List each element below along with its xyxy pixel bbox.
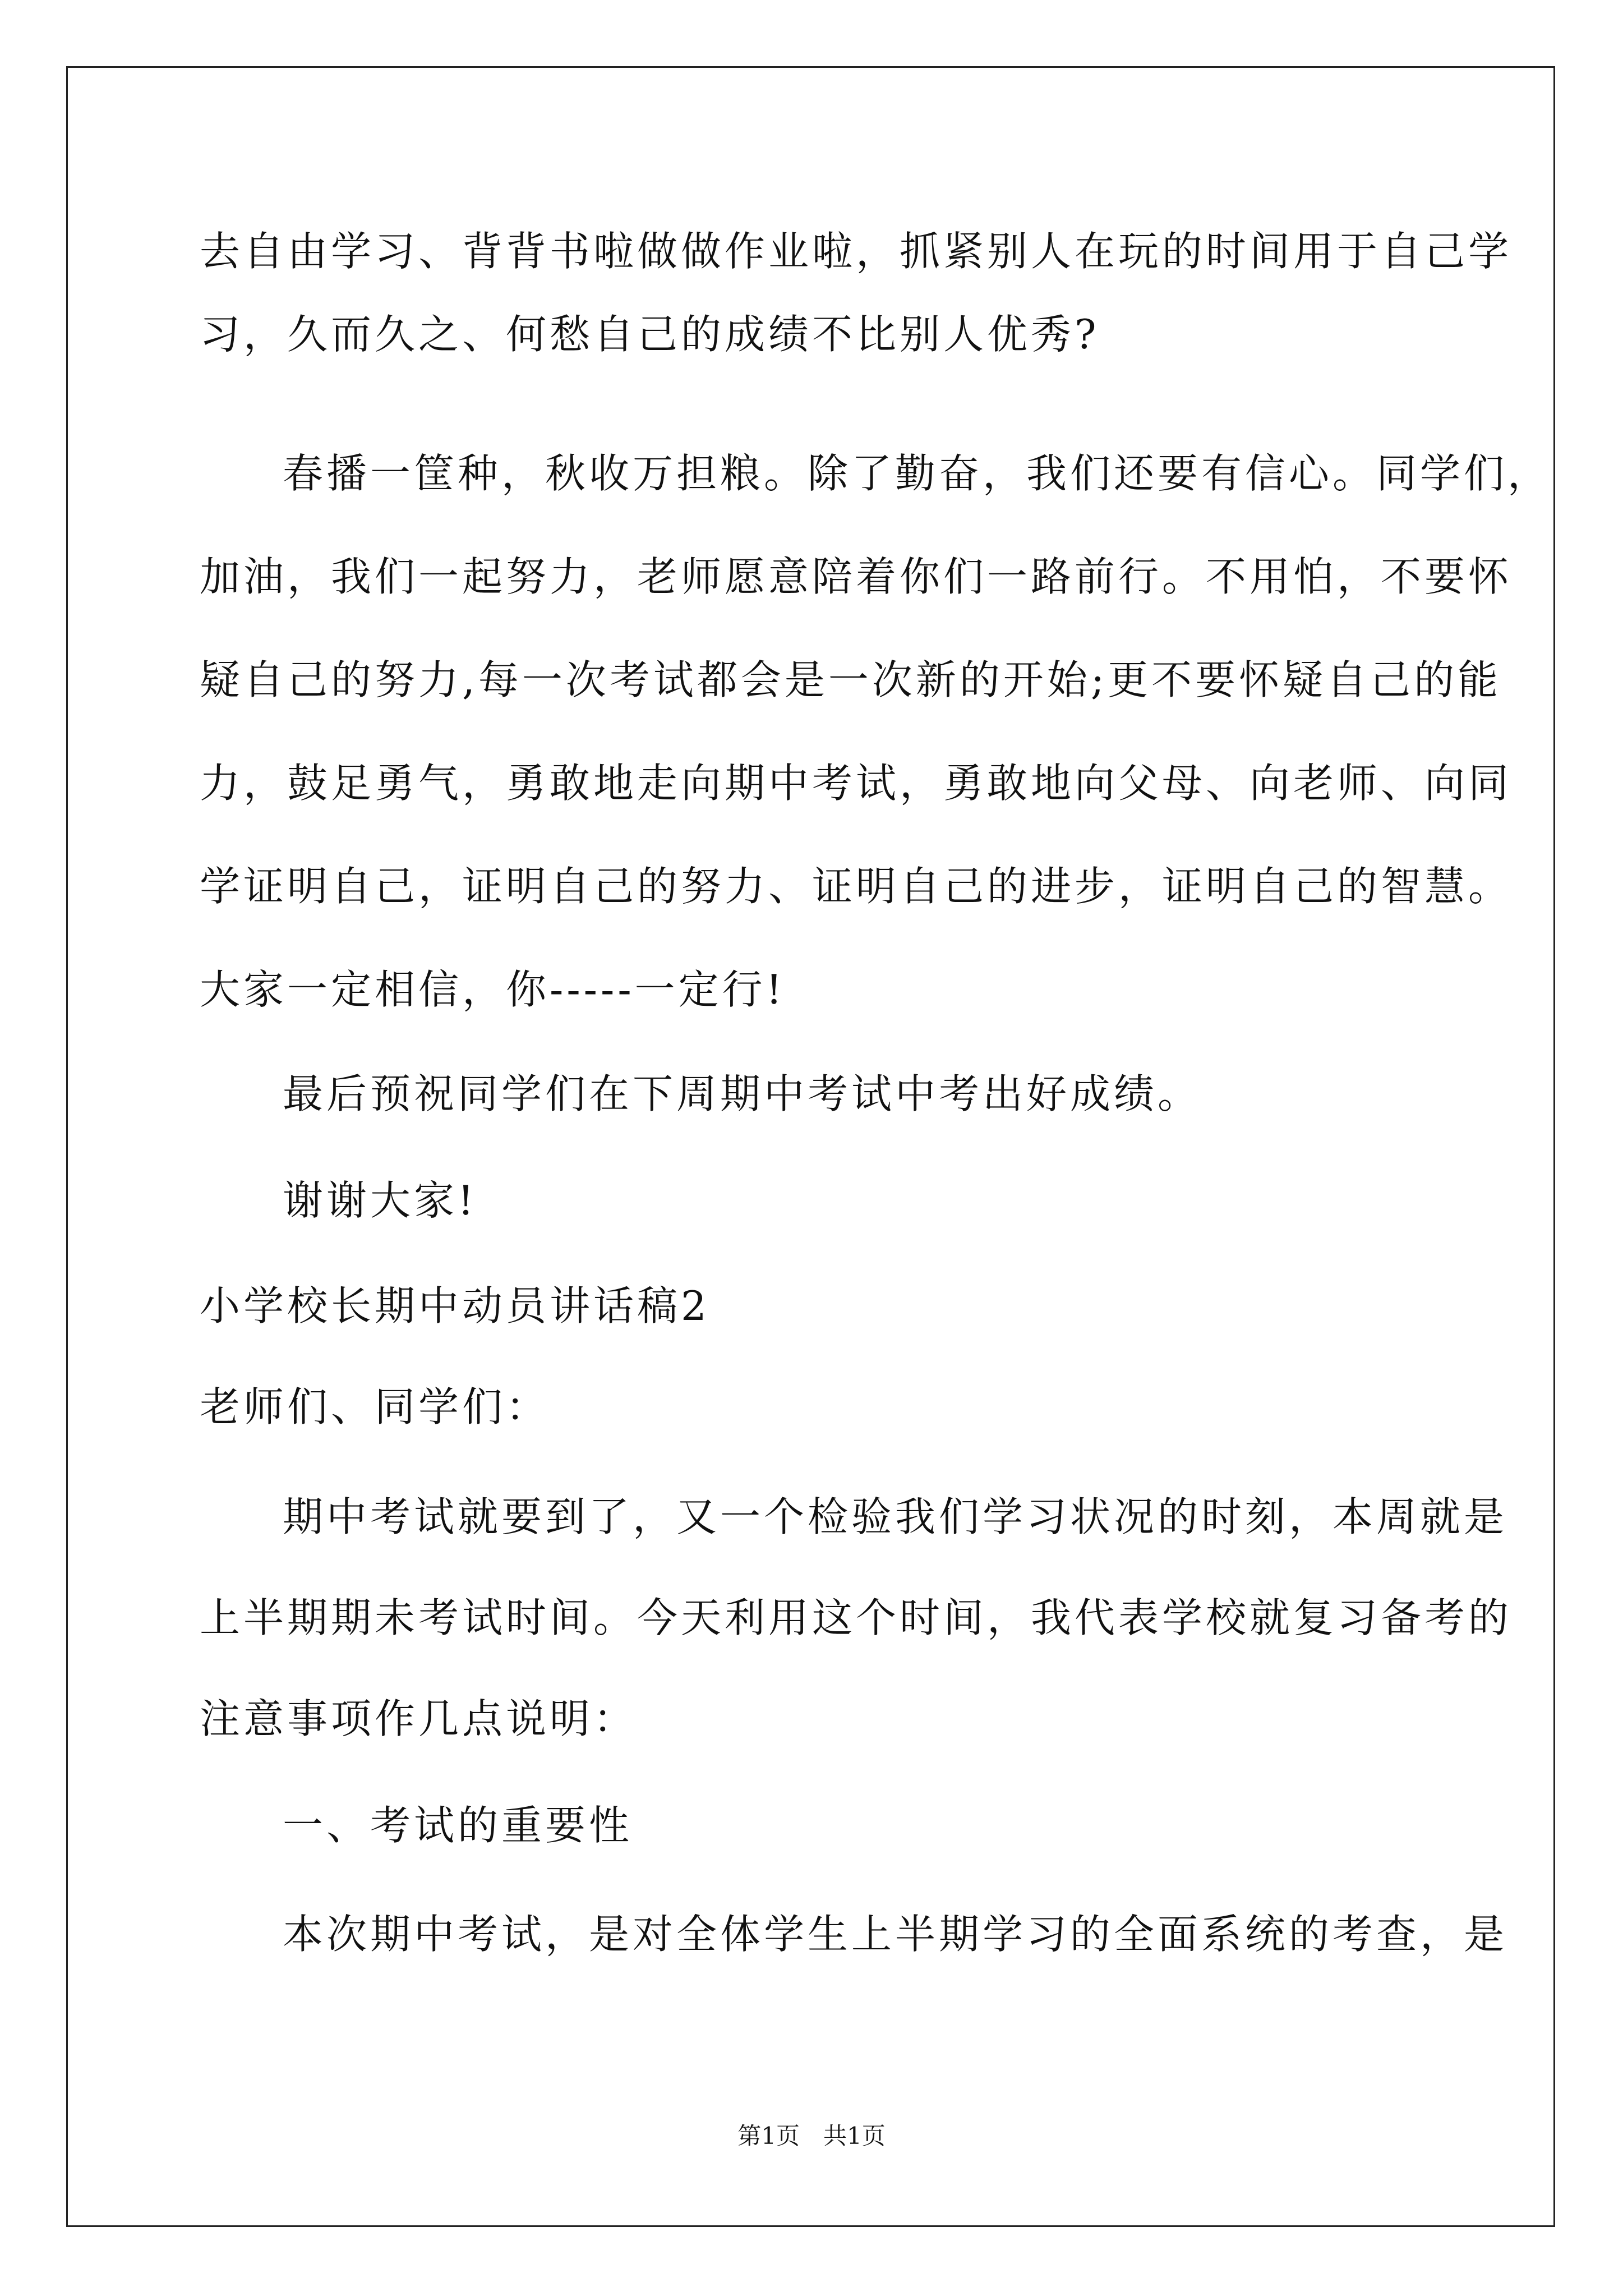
paragraph-line: 加油，我们一起努力，老师愿意陪着你们一路前行。不用怕，不要怀 [200,553,1513,600]
paragraph-line: 去自由学习、背背书啦做做作业啦，抓紧别人在玩的时间用于自己学 [200,228,1513,275]
page-footer: 第1页 共1页 [737,2122,886,2150]
page-border [66,66,1555,2227]
paragraph-line: 力，鼓足勇气，勇敢地走向期中考试，勇敢地向父母、向老师、向同 [200,760,1513,807]
paragraph-line: 最后预祝同学们在下周期中考试中考出好成绩。 [283,1070,1202,1117]
salutation: 老师们、同学们： [200,1383,550,1430]
paragraph-line: 疑自己的努力,每一次考试都会是一次新的开始;更不要怀疑自己的能 [200,656,1502,703]
section-heading: 一、考试的重要性 [283,1802,633,1849]
paragraph-line: 学证明自己，证明自己的努力、证明自己的进步，证明自己的智慧。 [200,863,1513,910]
paragraph-line: 上半期期未考试时间。今天利用这个时间，我代表学校就复习备考的 [200,1594,1513,1641]
section-title: 小学校长期中动员讲话稿2 [200,1282,710,1329]
paragraph-line: 本次期中考试，是对全体学生上半期学习的全面系统的考查，是 [283,1911,1508,1958]
paragraph-line: 谢谢大家! [283,1177,477,1224]
paragraph-line: 注意事项作几点说明： [200,1695,638,1742]
paragraph-line: 大家一定相信，你-----一定行! [200,966,786,1013]
paragraph-line: 春播一筐种，秋收万担粮。除了勤奋，我们还要有信心。同学们， [283,450,1552,497]
paragraph-line: 期中考试就要到了，又一个检验我们学习状况的时刻，本周就是 [283,1493,1508,1540]
paragraph-line: 习，久而久之、何愁自己的成绩不比别人优秀? [200,311,1100,358]
